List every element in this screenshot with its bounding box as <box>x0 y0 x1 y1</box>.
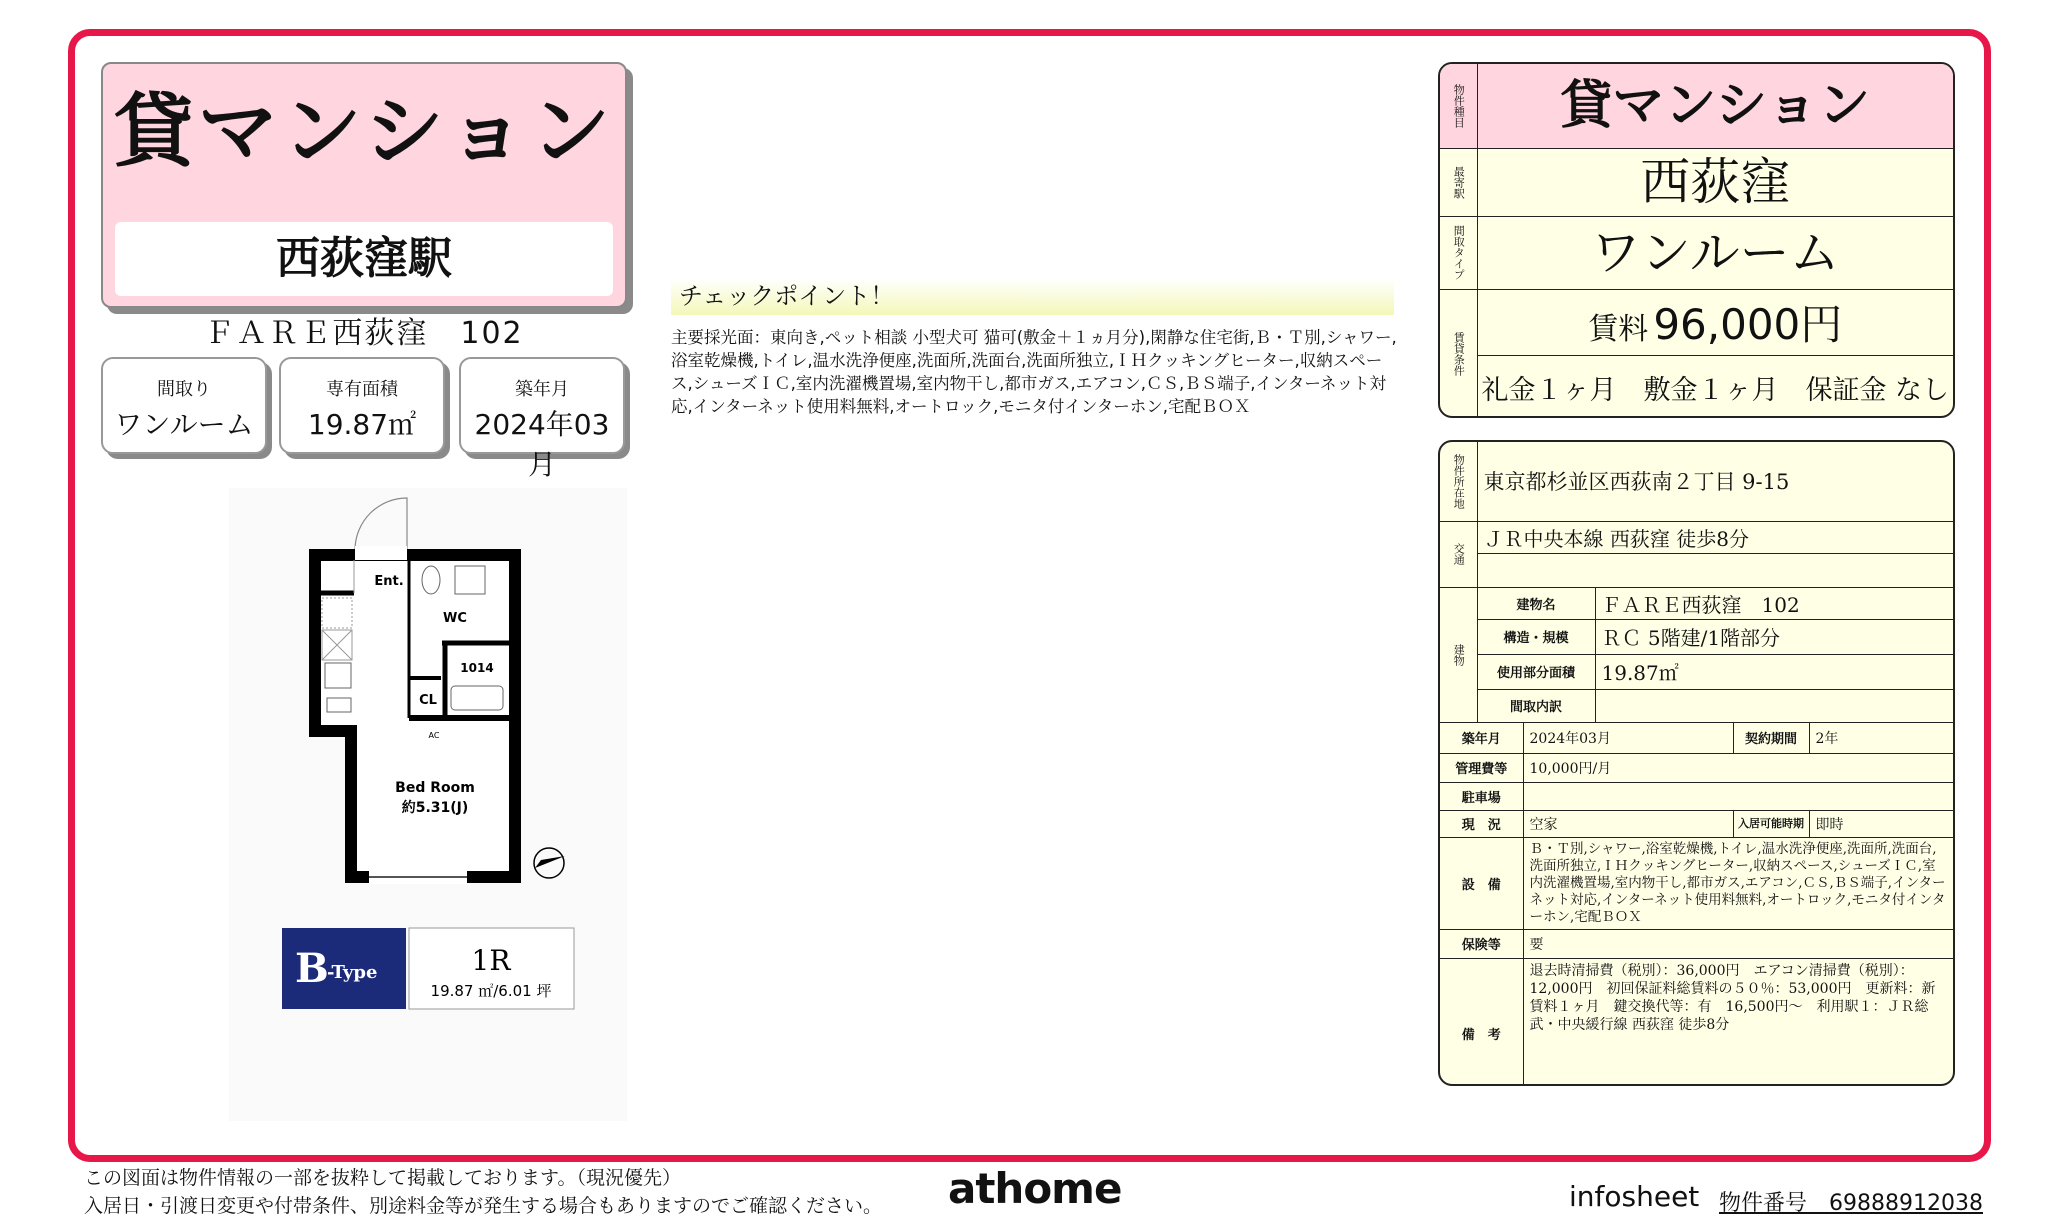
spec-value: ワンルーム <box>114 408 254 441</box>
status-value: 空家 <box>1523 810 1733 837</box>
movein-value: 即時 <box>1809 810 1953 837</box>
area-value: 19.87㎡ <box>1595 654 1953 689</box>
address-value: 東京都杉並区西荻南２丁目 9-15 <box>1477 442 1953 521</box>
details-table <box>1438 440 1955 1086</box>
summary-layout: ワンルーム <box>1477 216 1953 289</box>
building-name-value: ＦＡＲＥ西荻窪 102 <box>1595 587 1953 619</box>
spec-label: 築年月 <box>515 379 569 400</box>
insurance-value: 要 <box>1523 929 1953 958</box>
athome-logo: athome <box>948 1164 1122 1213</box>
row-label: 交通 <box>1452 543 1466 565</box>
footer-note-1: この図面は物件情報の一部を抜粋して掲載しております。（現況優先） <box>84 1167 681 1189</box>
property-number-label: 物件番号 <box>1719 1191 1808 1216</box>
spec-area <box>279 357 445 454</box>
summary-table <box>1438 62 1955 418</box>
row-label: 駐車場 <box>1440 782 1523 810</box>
notes-value: 退去時清掃費（税別）：36,000円 エアコン清掃費（税別）：12,000円 初回保証料総賃料の５０％：53,000円 更新料：新賃料１ヶ月 鍵交換代等：有 16,500円～ 利用駅１：ＪＲ総武・中央緩行線 西荻窪 徒歩8分 <box>1523 958 1953 1086</box>
spec-value: 19.87㎡ <box>307 408 417 441</box>
plan-label-wc: WC <box>443 611 467 626</box>
plan-label-cl: CL <box>419 693 437 708</box>
row-label: 賃貸条件 <box>1452 332 1466 376</box>
summary-deposits: 礼金１ヶ月 敷金１ヶ月 保証金 なし <box>1477 355 1953 418</box>
plan-label-ac: AC <box>428 731 440 740</box>
summary-station: 西荻窪 <box>1477 148 1953 216</box>
row-label: 建物名 <box>1477 587 1595 619</box>
property-number-value: 69888912038 <box>1829 1191 1983 1216</box>
rent-value: 96,000円 <box>1653 300 1843 349</box>
row-label: 物件所在地 <box>1452 453 1466 509</box>
rent-prefix: 賃料 <box>1588 312 1649 347</box>
built-value: 2024年03月 <box>1523 722 1733 753</box>
row-label: 物件種目 <box>1452 83 1466 128</box>
spec-label: 間取り <box>157 379 211 400</box>
row-label: 築年月 <box>1440 722 1523 753</box>
station-title: 西荻窪駅 <box>115 222 613 296</box>
title-card <box>101 62 627 308</box>
spec-label: 専有面積 <box>326 379 398 400</box>
infosheet-label: infosheet <box>1569 1180 1700 1213</box>
traffic-value-2 <box>1477 553 1953 587</box>
type-letter: B <box>295 945 329 992</box>
parking-value <box>1523 782 1953 810</box>
row-label: 管理費等 <box>1440 753 1523 782</box>
row-label: 現 況 <box>1440 810 1523 837</box>
structure-value: ＲＣ 5階建/1階部分 <box>1595 619 1953 654</box>
rooms-value <box>1595 689 1953 722</box>
row-label: 構造・規模 <box>1477 619 1595 654</box>
contract-value: 2年 <box>1809 722 1953 753</box>
spec-built <box>459 357 625 481</box>
property-type-title: 貸マンション <box>113 85 615 178</box>
row-label: 最寄駅 <box>1452 165 1466 199</box>
plan-label-room-size: 約5.31(J) <box>401 800 469 816</box>
row-label: 設 備 <box>1440 837 1523 929</box>
row-label: 契約期間 <box>1733 722 1809 753</box>
plan-label-ent: Ent. <box>374 574 404 589</box>
equipment-value: Ｂ・Ｔ別,シャワー,浴室乾燥機,トイレ,温水洗浄便座,洗面所,洗面台,洗面所独立,ＩＨクッキングヒーター,収納スペース,シューズＩＣ,室内洗濯機置場,室内物干し,都市ガス,エアコン,ＣＳ,ＢＳ端子,インターネット対応,インターネット使用料無料,オートロック,モニタ付インターホン,宅配ＢＯＸ <box>1523 837 1953 929</box>
checkpoint-heading: チェックポイント！ <box>671 278 1394 315</box>
plan-layout: 1R <box>471 944 511 977</box>
checkpoint-body: 主要採光面：東向き,ペット相談 小型犬可 猫可(敷金＋１ヵ月分),閑静な住宅街,Ｂ・Ｔ別,シャワー,浴室乾燥機,トイレ,温水洗浄便座,洗面所,洗面台,洗面所独立,ＩＨクッキングヒーター,収納スペース,シューズＩＣ,室内洗濯機置場,室内物干し,都市ガス,エアコン,ＣＳ,ＢＳ端子,インターネット対応,インターネット使用料無料,オートロック,モニタ付インターホン,宅配ＢＯＸ <box>671 328 1397 416</box>
summary-type: 貸マンション <box>1477 64 1953 148</box>
building-name: ＦＡＲＥ西荻窪 102 <box>204 316 524 351</box>
plan-label-room: Bed Room <box>395 780 475 796</box>
row-label: 入居可能時期 <box>1733 810 1809 837</box>
property-number <box>1719 1186 1983 1217</box>
row-label: 間取タイプ <box>1452 225 1466 280</box>
row-label: 間取内訳 <box>1477 689 1595 722</box>
footer-notes <box>84 1164 882 1220</box>
spec-value: 2024年03月 <box>474 408 610 481</box>
type-suffix: -Type <box>327 962 378 983</box>
traffic-value-1: ＪＲ中央本線 西荻窪 徒歩8分 <box>1477 521 1953 553</box>
spec-layout <box>101 357 267 454</box>
floor-plan <box>229 488 627 1121</box>
row-label: 使用部分面積 <box>1477 654 1595 689</box>
row-label: 備 考 <box>1440 958 1523 1086</box>
row-label: 建物 <box>1452 643 1466 666</box>
plan-area: 19.87 ㎡/6.01 坪 <box>430 982 552 1000</box>
mgmt-value: 10,000円/月 <box>1523 753 1953 782</box>
row-label: 保険等 <box>1440 929 1523 958</box>
plan-label-bath: 1014 <box>460 661 494 675</box>
footer-note-2: 入居日・引渡日変更や付帯条件、別途料金等が発生する場合もありますのでご確認ください。 <box>84 1195 883 1217</box>
